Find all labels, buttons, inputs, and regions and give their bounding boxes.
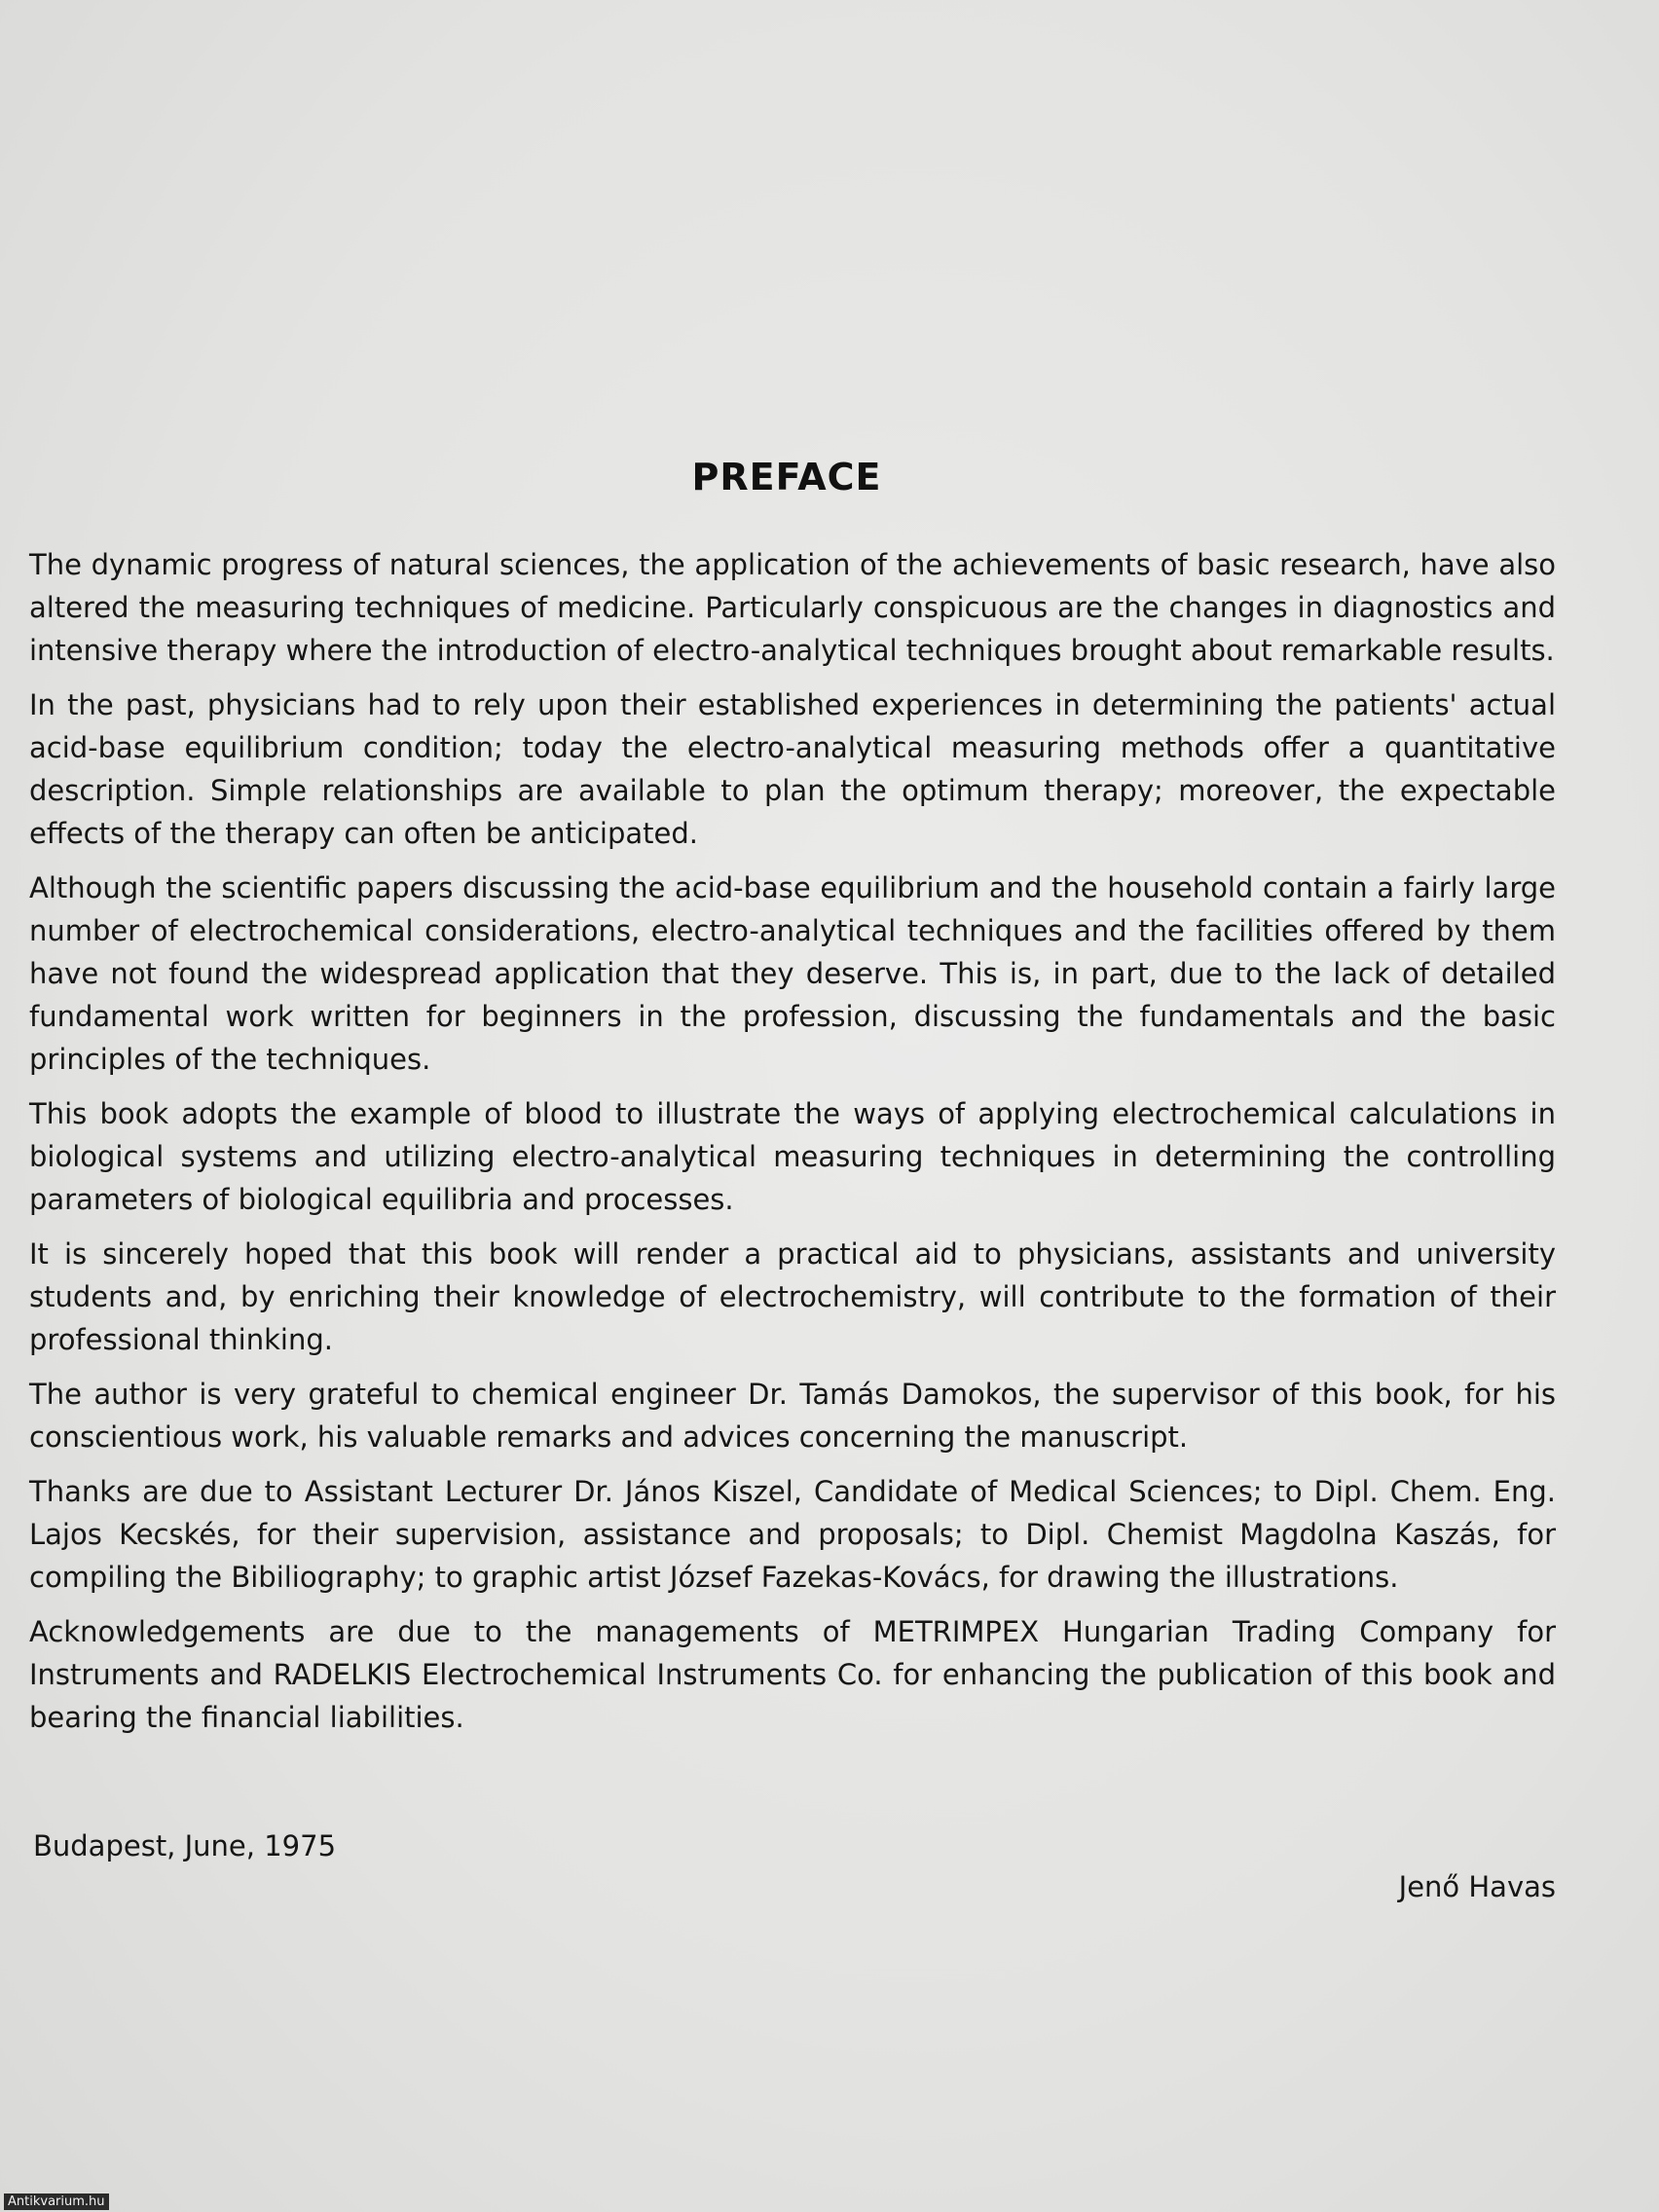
paragraph-7: Thanks are due to Assistant Lecturer Dr. János Kiszel, Candidate of Medical Sciences; to Dipl. Chem. Eng. Lajos Kecskés, for their supervision, assistance and proposals; to Dipl. Chemist Magdolna Kaszás, for compiling the Bibiliography; to graphic artist József Fazekas-Kovács, for drawing the illustrations.	[29, 1475, 1556, 1594]
paragraph-1: The dynamic progress of natural sciences, the application of the achievements of basic research, have also altered the measuring techniques of medicine. Particularly conspicuous are the changes in diagnostics and intensive therapy where the introduction of electro-analytical techniques brought about remarkable results.	[29, 548, 1556, 667]
paragraph-2: In the past, physicians had to rely upon their established experiences in determining the patients' actual acid-base equilibrium condition; today the electro-analytical measuring methods offer a quantitative description. Simple relationships are available to plan the optimum therapy; moreover, the expectable effects of the therapy can often be anticipated.	[29, 688, 1556, 850]
paragraph-4: This book adopts the example of blood to illustrate the ways of applying electrochemical calculations in biological systems and utilizing electro-analytical measuring techniques in determining the controlling parameters of biological equilibria and processes.	[29, 1097, 1556, 1216]
page-title: PREFACE	[691, 456, 882, 498]
preface-body	[29, 543, 1556, 1751]
watermark: Antikvarium.hu	[4, 2194, 109, 2210]
place-date: Budapest, June, 1975	[33, 1829, 337, 1862]
author-signature: Jenő Havas	[1398, 1870, 1556, 1903]
paragraph-3: Although the scientific papers discussing the acid-base equilibrium and the household contain a fairly large number of electrochemical considerations, electro-analytical techniques and the facilities offered by them have not found the widespread application that they deserve. This is, in part, due to the lack of detailed fundamental work written for beginners in the profession, discussing the fundamentals and the basic principles of the techniques.	[29, 871, 1556, 1076]
paragraph-6: The author is very grateful to chemical engineer Dr. Tamás Damokos, the supervisor of this book, for his conscientious work, his valuable remarks and advices concerning the manuscript.	[29, 1378, 1556, 1454]
paragraph-5: It is sincerely hoped that this book will render a practical aid to physicians, assistants and university students and, by enriching their knowledge of electrochemistry, will contribute to the formation of their professional thinking.	[29, 1237, 1556, 1356]
paragraph-8: Acknowledgements are due to the managements of METRIMPEX Hungarian Trading Company for Instruments and RADELKIS Electrochemical Instruments Co. for enhancing the publication of this book and bearing the financial liabilities.	[29, 1615, 1556, 1734]
